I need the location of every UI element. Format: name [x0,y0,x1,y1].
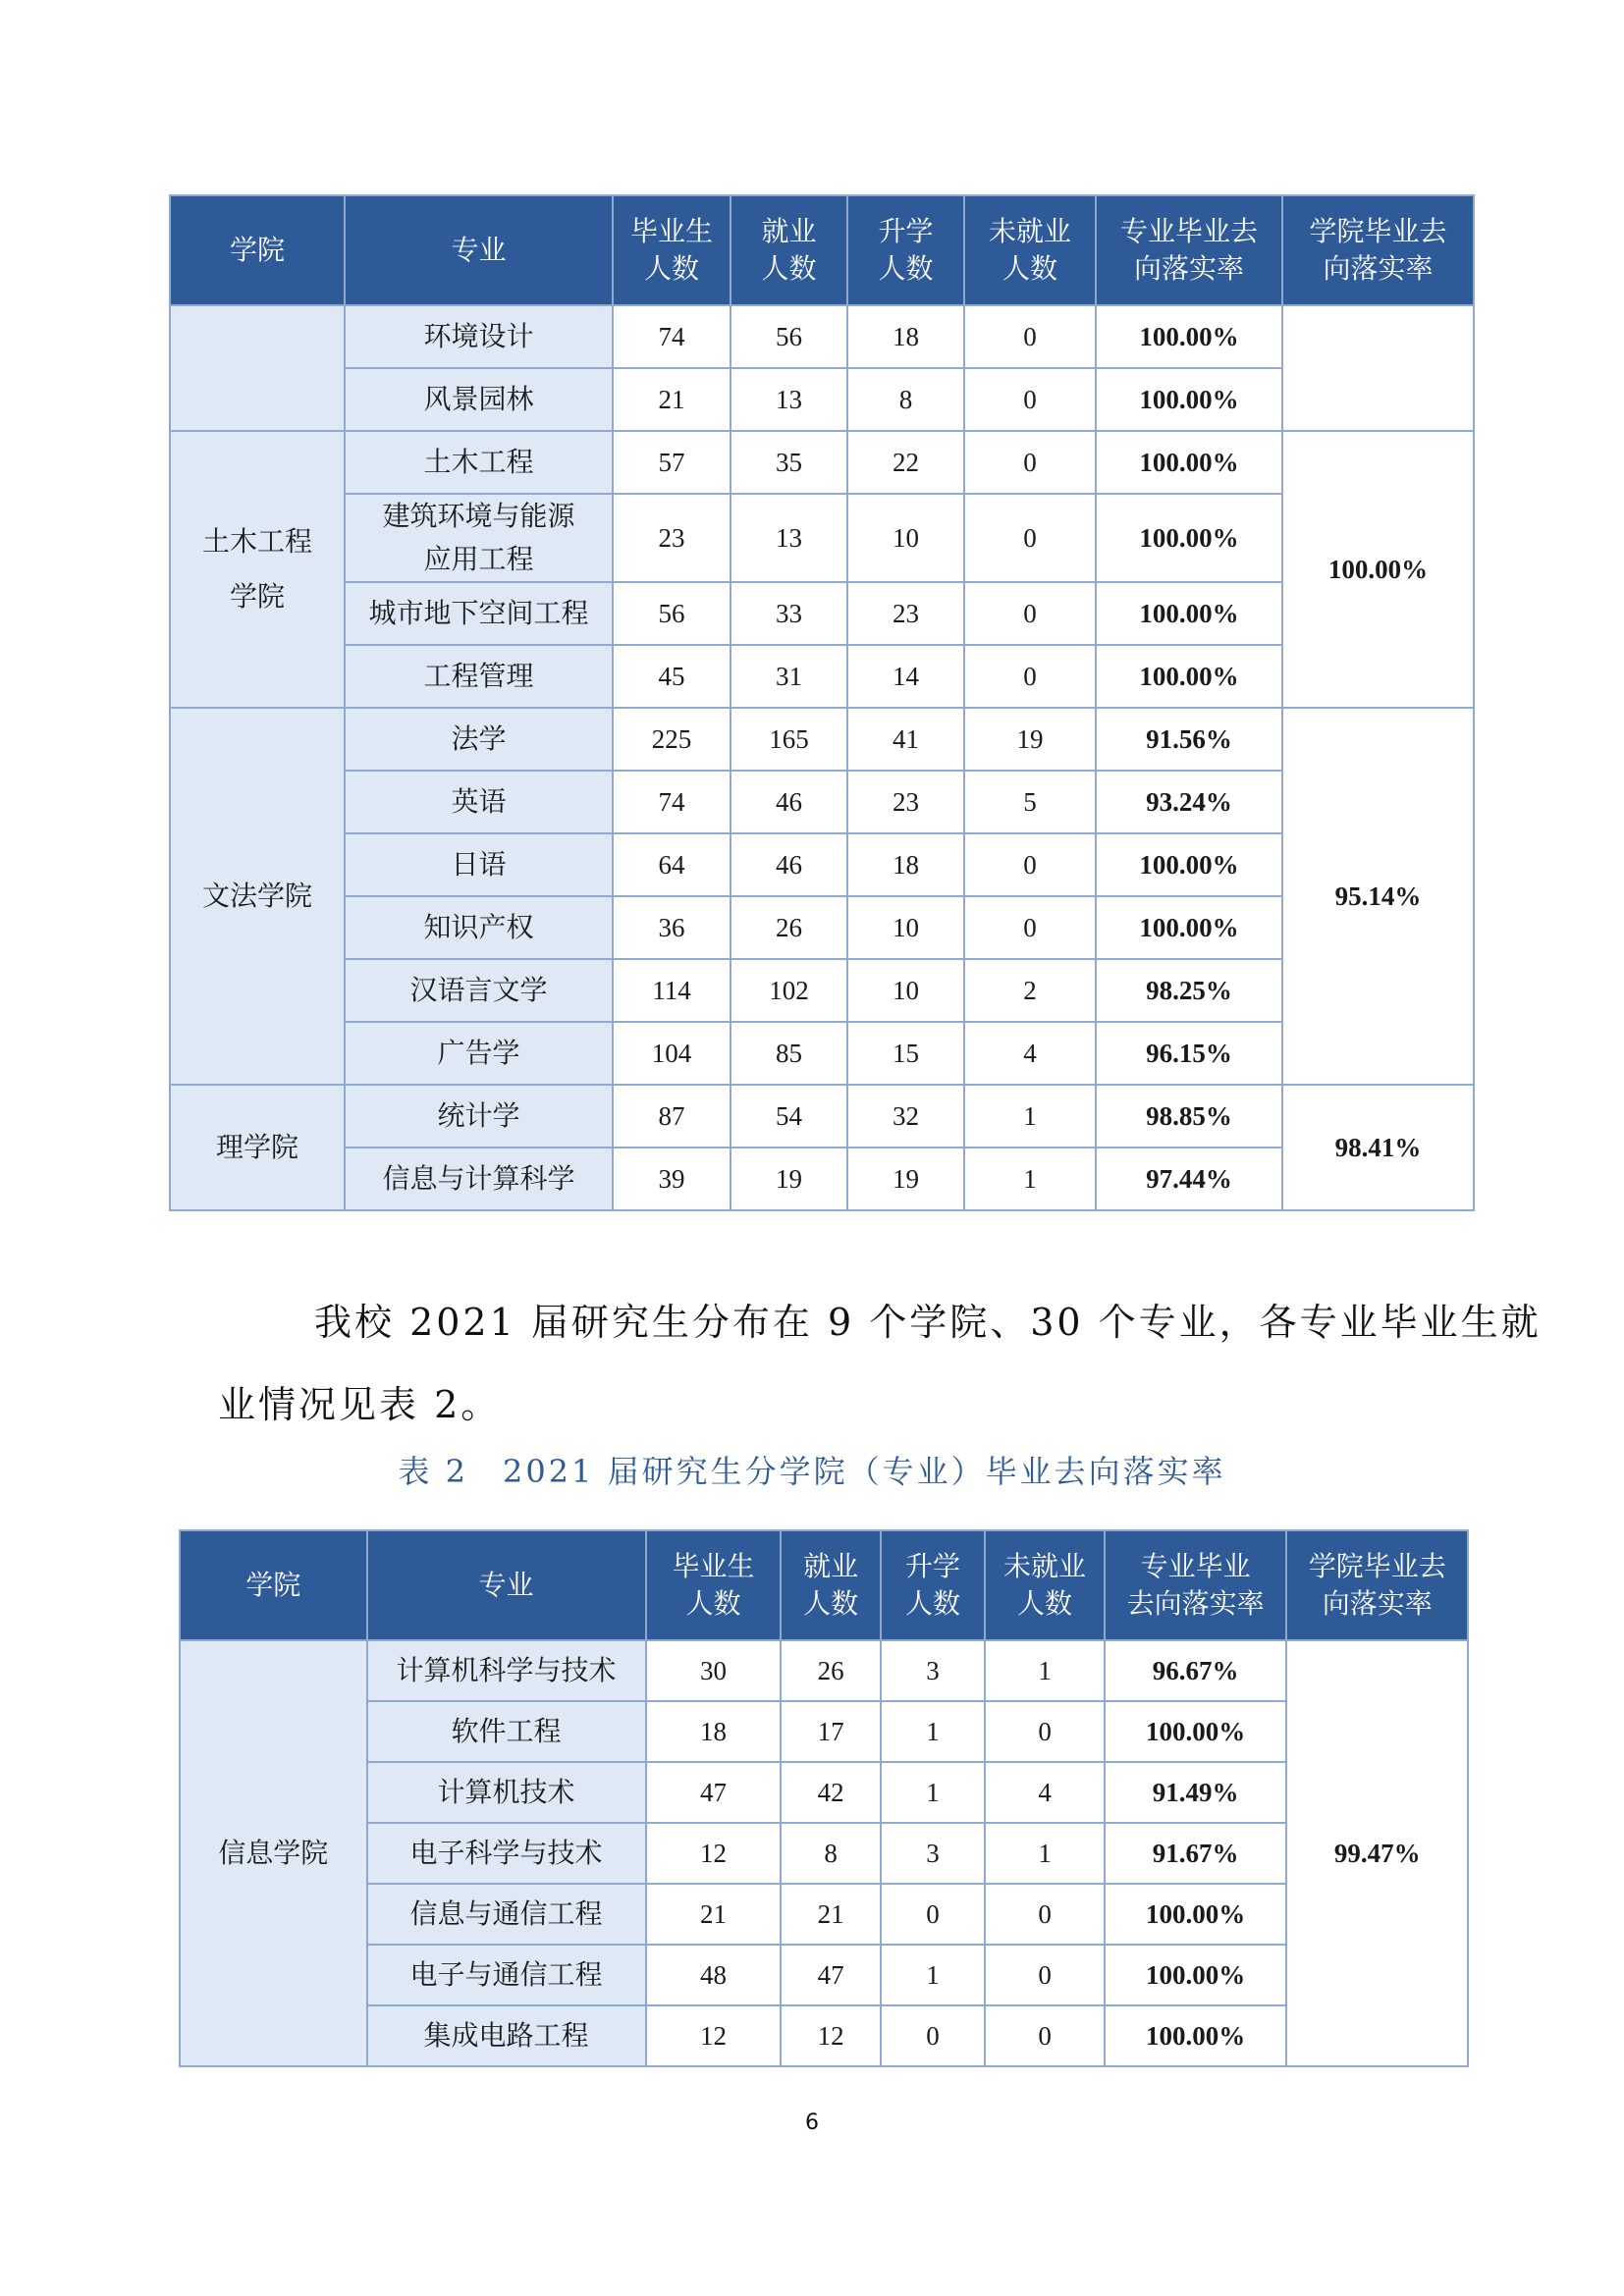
further-study-cell: 10 [847,896,964,959]
unemployed-cell: 19 [964,708,1096,771]
unemployed-cell: 5 [964,771,1096,833]
header-major-rate: 专业毕业 去向落实率 [1105,1530,1287,1640]
further-study-cell: 0 [881,2005,985,2066]
major-rate-cell: 100.00% [1096,833,1282,896]
employed-cell: 8 [781,1823,880,1884]
employed-cell: 19 [731,1148,847,1210]
unemployed-cell: 0 [964,896,1096,959]
graduate-destination-table-1 [169,194,1475,1211]
major-cell: 统计学 [345,1085,613,1148]
table-row [170,431,1474,494]
major-rate-cell: 100.00% [1105,1884,1287,1945]
further-study-cell: 10 [847,494,964,582]
graduates-cell: 21 [646,1884,782,1945]
unemployed-cell: 0 [985,1701,1105,1762]
major-cell: 城市地下空间工程 [345,582,613,645]
table-row [170,896,1474,959]
further-study-cell: 8 [847,368,964,431]
graduates-cell: 21 [613,368,731,431]
graduates-cell: 36 [613,896,731,959]
table-row [170,708,1474,771]
further-study-cell: 1 [881,1762,985,1823]
college-cell [170,305,345,431]
major-cell: 广告学 [345,1022,613,1085]
table-header-row [180,1530,1468,1640]
table-row [170,582,1474,645]
header-employed: 就业 人数 [781,1530,880,1640]
major-cell: 计算机科学与技术 [367,1640,646,1701]
major-cell: 风景园林 [345,368,613,431]
header-college: 学院 [180,1530,367,1640]
major-cell: 集成电路工程 [367,2005,646,2066]
major-cell: 英语 [345,771,613,833]
table-row [180,2005,1468,2066]
major-rate-cell: 98.85% [1096,1085,1282,1148]
header-college: 学院 [170,195,345,305]
further-study-cell: 32 [847,1085,964,1148]
major-cell: 汉语言文学 [345,959,613,1022]
further-study-cell: 1 [881,1945,985,2005]
header-unemployed: 未就业 人数 [964,195,1096,305]
table-row [170,771,1474,833]
further-study-cell: 3 [881,1640,985,1701]
header-major: 专业 [345,195,613,305]
header-graduates: 毕业生 人数 [613,195,731,305]
major-rate-cell: 100.00% [1096,896,1282,959]
employed-cell: 26 [781,1640,880,1701]
major-cell: 计算机技术 [367,1762,646,1823]
graduates-cell: 18 [646,1701,782,1762]
table-row [180,1823,1468,1884]
unemployed-cell: 0 [964,645,1096,708]
unemployed-cell: 0 [985,1945,1105,2005]
employed-cell: 56 [731,305,847,368]
major-rate-cell: 96.67% [1105,1640,1287,1701]
further-study-cell: 22 [847,431,964,494]
graduates-cell: 104 [613,1022,731,1085]
table-row [180,1884,1468,1945]
major-rate-cell: 91.56% [1096,708,1282,771]
unemployed-cell: 0 [964,494,1096,582]
major-rate-cell: 100.00% [1096,494,1282,582]
major-cell: 信息与通信工程 [367,1884,646,1945]
employed-cell: 46 [731,771,847,833]
employed-cell: 54 [731,1085,847,1148]
graduates-cell: 30 [646,1640,782,1701]
graduate-destination-table-2 [179,1529,1469,2067]
major-rate-cell: 96.15% [1096,1022,1282,1085]
table-header-row [170,195,1474,305]
body-paragraph-line-1: 我校 2021 届研究生分布在 9 个学院、30 个专业，各专业毕业生就 [314,1301,1542,1344]
employed-cell: 13 [731,494,847,582]
further-study-cell: 10 [847,959,964,1022]
major-cell: 知识产权 [345,896,613,959]
table-row [180,1701,1468,1762]
employed-cell: 12 [781,2005,880,2066]
graduates-cell: 23 [613,494,731,582]
unemployed-cell: 4 [964,1022,1096,1085]
major-rate-cell: 97.44% [1096,1148,1282,1210]
table-row [180,1640,1468,1701]
major-cell: 电子与通信工程 [367,1945,646,2005]
unemployed-cell: 0 [985,2005,1105,2066]
header-unemployed: 未就业 人数 [985,1530,1105,1640]
college-cell: 文法学院 [170,708,345,1085]
further-study-cell: 15 [847,1022,964,1085]
employed-cell: 21 [781,1884,880,1945]
employed-cell: 46 [731,833,847,896]
college-rate-cell: 98.41% [1282,1085,1474,1210]
header-employed: 就业 人数 [731,195,847,305]
major-rate-cell: 100.00% [1096,431,1282,494]
employed-cell: 85 [731,1022,847,1085]
college-cell: 土木工程 学院 [170,431,345,708]
graduates-cell: 47 [646,1762,782,1823]
unemployed-cell: 1 [985,1823,1105,1884]
college-rate-cell: 99.47% [1286,1640,1468,2066]
further-study-cell: 0 [881,1884,985,1945]
table-row [180,1762,1468,1823]
header-graduates: 毕业生 人数 [646,1530,782,1640]
employed-cell: 26 [731,896,847,959]
table-row [180,1945,1468,2005]
employed-cell: 13 [731,368,847,431]
further-study-cell: 41 [847,708,964,771]
table-row [170,1085,1474,1148]
graduates-cell: 56 [613,582,731,645]
major-cell: 土木工程 [345,431,613,494]
unemployed-cell: 0 [964,431,1096,494]
further-study-cell: 14 [847,645,964,708]
employed-cell: 35 [731,431,847,494]
body-paragraph-line-2: 业情况见表 2。 [218,1383,502,1426]
table-2-caption: 表 2 2021 届研究生分学院（专业）毕业去向落实率 [398,1453,1226,1490]
page-number: 6 [805,2110,819,2135]
table-row [170,833,1474,896]
college-rate-cell: 95.14% [1282,708,1474,1085]
major-cell: 法学 [345,708,613,771]
major-cell: 工程管理 [345,645,613,708]
graduates-cell: 48 [646,1945,782,2005]
further-study-cell: 1 [881,1701,985,1762]
unemployed-cell: 0 [964,833,1096,896]
header-further-study: 升学 人数 [847,195,964,305]
graduates-cell: 114 [613,959,731,1022]
graduates-cell: 64 [613,833,731,896]
major-rate-cell: 100.00% [1105,1945,1287,2005]
graduates-cell: 74 [613,771,731,833]
major-rate-cell: 91.67% [1105,1823,1287,1884]
unemployed-cell: 1 [964,1085,1096,1148]
employed-cell: 47 [781,1945,880,2005]
major-rate-cell: 100.00% [1096,582,1282,645]
college-rate-cell [1282,305,1474,431]
table-row [170,959,1474,1022]
major-rate-cell: 100.00% [1096,645,1282,708]
major-rate-cell: 98.25% [1096,959,1282,1022]
employed-cell: 17 [781,1701,880,1762]
major-rate-cell: 93.24% [1096,771,1282,833]
graduates-cell: 12 [646,2005,782,2066]
major-cell: 环境设计 [345,305,613,368]
employed-cell: 165 [731,708,847,771]
employed-cell: 102 [731,959,847,1022]
table-row [170,645,1474,708]
header-college-rate: 学院毕业去 向落实率 [1286,1530,1468,1640]
header-major: 专业 [367,1530,646,1640]
graduates-cell: 45 [613,645,731,708]
further-study-cell: 19 [847,1148,964,1210]
further-study-cell: 3 [881,1823,985,1884]
college-rate-cell: 100.00% [1282,431,1474,708]
major-cell: 日语 [345,833,613,896]
further-study-cell: 23 [847,582,964,645]
graduates-cell: 74 [613,305,731,368]
major-cell: 信息与计算科学 [345,1148,613,1210]
table-row [170,1022,1474,1085]
employed-cell: 33 [731,582,847,645]
college-cell: 理学院 [170,1085,345,1210]
major-cell: 建筑环境与能源 应用工程 [345,494,613,582]
graduates-cell: 225 [613,708,731,771]
major-rate-cell: 91.49% [1105,1762,1287,1823]
unemployed-cell: 1 [985,1640,1105,1701]
graduates-cell: 39 [613,1148,731,1210]
unemployed-cell: 0 [964,305,1096,368]
unemployed-cell: 0 [964,368,1096,431]
major-rate-cell: 100.00% [1105,2005,1287,2066]
major-rate-cell: 100.00% [1105,1701,1287,1762]
table-row [170,305,1474,368]
further-study-cell: 23 [847,771,964,833]
further-study-cell: 18 [847,833,964,896]
graduates-cell: 57 [613,431,731,494]
unemployed-cell: 4 [985,1762,1105,1823]
unemployed-cell: 0 [964,582,1096,645]
employed-cell: 42 [781,1762,880,1823]
college-cell: 信息学院 [180,1640,367,2066]
employed-cell: 31 [731,645,847,708]
header-college-rate: 学院毕业去 向落实率 [1282,195,1474,305]
table-row [170,368,1474,431]
table-row [170,1148,1474,1210]
unemployed-cell: 2 [964,959,1096,1022]
major-cell: 软件工程 [367,1701,646,1762]
unemployed-cell: 1 [964,1148,1096,1210]
unemployed-cell: 0 [985,1884,1105,1945]
major-cell: 电子科学与技术 [367,1823,646,1884]
header-major-rate: 专业毕业去 向落实率 [1096,195,1282,305]
header-further-study: 升学 人数 [881,1530,985,1640]
graduates-cell: 12 [646,1823,782,1884]
further-study-cell: 18 [847,305,964,368]
major-rate-cell: 100.00% [1096,368,1282,431]
major-rate-cell: 100.00% [1096,305,1282,368]
table-row [170,494,1474,582]
graduates-cell: 87 [613,1085,731,1148]
